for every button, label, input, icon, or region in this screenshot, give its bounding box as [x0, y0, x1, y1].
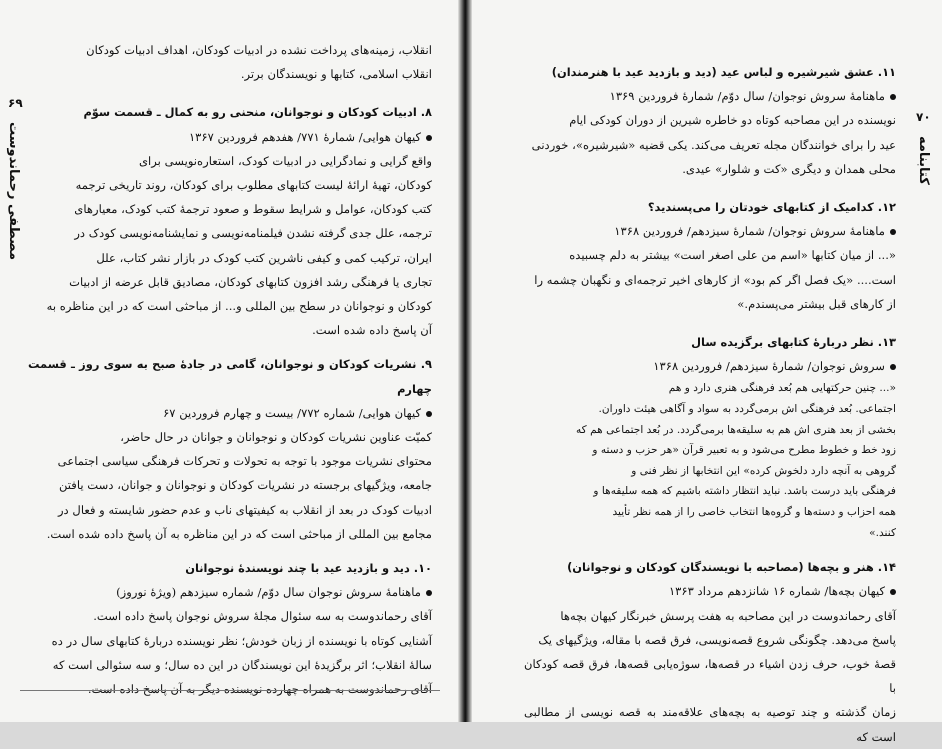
bullet-icon — [426, 411, 432, 417]
section-heading-10: ۱۰. دید و بازدید عید با چند نویسندهٔ نوجوانان — [185, 561, 432, 576]
body-line: واقع گرایی و نمادگرایی در ادبیات کودک، استعاره‌نویسی برای — [138, 153, 432, 168]
body-line: محتوای نشریات موجود با توجه به تحولات و تحرکات فرهنگی سیاسی اجتماعی — [57, 454, 432, 469]
body-line: نویسنده در این مصاحبه کوتاه دو خاطره شیرین از دوران کودکی ایام — [569, 113, 896, 128]
body-line: «... از میان کتابها «اسم من علی اصغر است» بیشتر به دلم چسبیده — [569, 248, 896, 263]
quote-line: اجتماعی. بُعد فرهنگی اش برمی‌گردد به سواد و آگاهی هیئت داوران. — [598, 403, 896, 416]
section-heading-13: ۱۳. نظر دربارهٔ کتابهای برگزیده سال — [691, 335, 896, 350]
running-head-bibliography: کتابنامه — [916, 136, 931, 185]
body-line: ادبیات کودک در بعد از انقلاب به کیفیتهای ناب و عدم حضور شایسته و فعال در — [57, 502, 432, 517]
body-line: پاسخ می‌دهد. چگونگی شروع قصه‌نویسی، فرق قصه با مقاله، ویژگیهای یک — [538, 632, 896, 647]
bullet-icon — [890, 94, 896, 100]
bottom-rule-left — [20, 690, 440, 691]
source-line-11: ماهنامهٔ سروش نوجوان/ سال دوّم/ شمارهٔ فروردین ۱۳۶۹ — [524, 84, 896, 108]
bullet-icon — [890, 589, 896, 595]
body-line: آقای رحماندوست در این مصاحبه به هفت پرسش خبرنگار کیهان بچه‌ها — [560, 608, 896, 623]
body-line: آشنایی کوتاه با نویسنده از زبان خودش؛ نظر نویسنده دربارهٔ کتابهای سال در ده — [51, 633, 432, 648]
source-line-8: کیهان هوایی/ شمارهٔ ۷۷۱/ هفدهم فروردین ۱۳۶۷ — [28, 125, 432, 149]
section-heading-12: ۱۲. کدامیک از کتابهای خودتان را می‌پسندید؟ — [647, 200, 896, 215]
quote-line: گروهی به آنچه دارد دلخوش کرده» این انتخابها از نظر فنی و — [631, 464, 896, 477]
body-line: جامعه، ویژگیهای برجسته در نشریات کودکان و نوجوانان و جوانان، دست یافتن — [58, 478, 432, 493]
section-heading-8: ۸. ادبیات کودکان و نوجوانان، منحنی رو به کمال ـ قسمت سوّم — [83, 105, 432, 120]
body-line: محلی همدان و دیگری «کت و شلوار» عیدی. — [682, 161, 896, 176]
left-page — [0, 0, 460, 722]
body-line: کودکان و نوجوانان در سطح بین المللی و... از مباحثی است که در این مناظره به — [46, 299, 432, 314]
quote-line: «... چنین حرکتهایی هم بُعد فرهنگی هنری دارد و هم — [668, 382, 896, 395]
section-heading-9: ۹. نشریات کودکان و نوجوانان، گامی در جادهٔ صبح به سوی روز ـ قسمت چهارم — [28, 357, 432, 396]
quote-line: همه احزاب و دسته‌ها و گروه‌ها انتخاب خاصی را از همه نظر تأیید — [612, 506, 896, 518]
body-line: کتب کودکان، عوامل و شرایط سقوط و صعود ترجمهٔ کتب کودک، معیارهای — [74, 202, 432, 217]
quote-line: زود خط و خطوط مطرح می‌شود و به تعبیر قرآن «هر حزب و دسته و — [592, 444, 896, 457]
intro-line: انقلاب اسلامی، کتابها و نویسندگان برتر. — [240, 67, 432, 82]
body-line: از کارهای قبل بیشتر می‌پسندم.» — [737, 296, 896, 311]
body-line: ترجمه، علل جدی گرفته نشدن فیلمنامه‌نویسی و نمایشنامه‌نویسی کودک در — [74, 226, 432, 241]
source-line-9: کیهان هوایی/ شماره ۷۷۲/ بیست و چهارم فروردین ۶۷ — [28, 401, 432, 425]
body-line: کودکان، تهیهٔ ارائهٔ لیست کتابهای مطلوب برای کودکان، روند تاریخی ترجمه — [75, 178, 432, 193]
quote-line: فرهنگی باید درست باشد. نباید انتظار داشته باشیم که همه سلیقه‌ها و — [593, 485, 896, 498]
quote-block-13 — [524, 378, 896, 543]
body-line: عید را برای خوانندگان مجله تعریف می‌کند. یکی قضیه «شیرشیره»، خوردنی — [531, 137, 896, 152]
body-line: قصهٔ خوب، حرف زدن اشیاء در قصه‌ها، سوژه‌یابی قصه‌ها، فرق قصه کودکان با — [524, 657, 896, 696]
bullet-icon — [890, 364, 896, 370]
body-line: زمان گذشته و چند توصیه به بچه‌های علاقه‌مند به قصه نویسی از مطالبی است که — [524, 705, 896, 744]
quote-line: بخشی از بعد هنری اش هم به سلیقه‌ها برمی‌گردد. در بُعد اجتماعی هم که — [575, 423, 896, 436]
source-line-13: سروش نوجوان/ شمارهٔ سیزدهم/ فروردین ۱۳۶۸ — [524, 354, 896, 378]
bullet-icon — [890, 229, 896, 235]
body-line: ایران، ترکیب کمی و کیفی ناشرین کتب کودک در بازار نشر کتاب، علل — [96, 250, 432, 265]
body-line: سالهٔ انقلاب؛ اثر برگزیدهٔ این نویسندگان در این ده سال؛ و سه سئوالی است که — [52, 657, 432, 672]
section-heading-11: ۱۱. عشق شیرشیره و لباس عید (دید و بازدید عید با هنرمندان) — [551, 65, 896, 79]
section-heading-14: ۱۴. هنر و بچه‌ها (مصاحبه با نویسندگان کودکان و نوجوانان) — [567, 560, 896, 575]
right-column — [524, 60, 896, 749]
page-number-left: ۶۹ — [8, 96, 23, 110]
body-line: آن پاسخ داده شده است. — [312, 323, 432, 338]
source-line-14: کیهان بچه‌ها/ شماره ۱۶ شانزدهم مرداد ۱۳۶۳ — [524, 579, 896, 603]
bullet-icon — [426, 135, 432, 141]
body-line: است.... «یک فصل اگر کم بود» از کارهای اخیر ترجمه‌ای و نگهبان چشمه را — [534, 272, 896, 287]
source-line-10: ماهنامهٔ سروش نوجوان سال دوّم/ شماره سیزدهم (ویژهٔ نوروز) — [28, 580, 432, 604]
running-head-author: مصطفی رحماندوست — [6, 122, 21, 261]
left-column — [28, 38, 432, 701]
body-line: آقای رحماندوست به سه سئوال مجلهٔ سروش نوجوان پاسخ داده است. — [93, 609, 432, 624]
page-number-right: ۷۰ — [916, 110, 931, 124]
right-page — [470, 0, 942, 744]
bullet-icon — [426, 590, 432, 596]
body-line: کمیّت عناوین نشریات کودکان و نوجوانان و جوانان در حال حاضر، — [120, 430, 432, 445]
body-line: مجامع بین المللی از مباحثی است که در این مناظره به آن پاسخ داده شده است. — [46, 526, 432, 541]
quote-line: کنند.» — [869, 526, 896, 539]
body-line: تجاری یا فرهنگی رشد افزون کتابهای کودکان، مصادیق قابل عرضه از ادبیات — [69, 274, 432, 289]
intro-line: انقلاب، زمینه‌های پرداخت نشده در ادبیات کودکان، اهداف ادبیات کودکان — [86, 43, 432, 57]
source-line-12: ماهنامهٔ سروش نوجوان/ شمارهٔ سیزدهم/ فروردین ۱۳۶۸ — [524, 219, 896, 243]
